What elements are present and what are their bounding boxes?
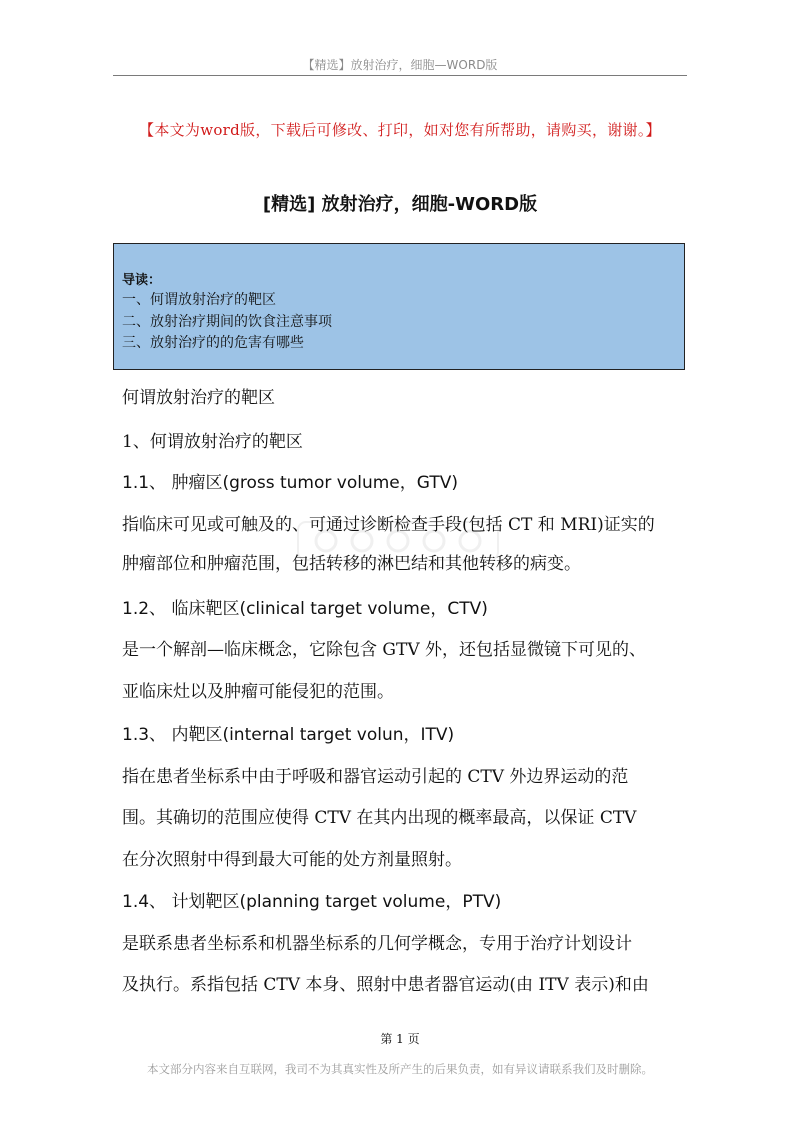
guide-box xyxy=(113,243,685,370)
heading-1-4: 1.4、 计划靶区(planning target volume，PTV) xyxy=(122,892,502,912)
paragraph-line: 亚临床灶以及肿瘤可能侵犯的范围。 xyxy=(122,682,394,702)
paragraph-line: 肿瘤部位和肿瘤范围，包括转移的淋巴结和其他转移的病变。 xyxy=(122,554,581,574)
paragraph-line: 在分次照射中得到最大可能的处方剂量照射。 xyxy=(122,850,462,870)
page-header: 【精选】放射治疗，细胞—WORD版 xyxy=(302,58,498,72)
header-divider xyxy=(113,75,687,76)
guide-item: 二、放射治疗期间的饮食注意事项 xyxy=(122,314,332,330)
purchase-notice: 【本文为word版，下载后可修改、打印，如对您有所帮助，请购买，谢谢。】 xyxy=(139,121,661,139)
heading-1-1: 1.1、 肿瘤区(gross tumor volume，GTV) xyxy=(122,473,458,493)
paragraph-line: 是联系患者坐标系和机器坐标系的几何学概念，专用于治疗计划设计 xyxy=(122,934,632,954)
paragraph-line: 及执行。系指包括 CTV 本身、照射中患者器官运动(由 ITV 表示)和由 xyxy=(122,975,649,995)
guide-item: 三、放射治疗的的危害有哪些 xyxy=(122,335,304,351)
heading-1-2: 1.2、 临床靶区(clinical target volume，CTV) xyxy=(122,599,488,619)
guide-item: 一、何谓放射治疗的靶区 xyxy=(122,292,276,308)
paragraph-line: 指临床可见或可触及的、可通过诊断检查手段(包括 CT 和 MRI)证实的 xyxy=(122,515,655,535)
page-number: 第 1 页 xyxy=(380,1032,420,1046)
paragraph-line: 指在患者坐标系中由于呼吸和器官运动引起的 CTV 外边界运动的范 xyxy=(122,767,629,787)
paragraph-line: 是一个解剖—临床概念，它除包含 GTV 外，还包括显微镜下可见的、 xyxy=(122,640,647,660)
section-heading: 何谓放射治疗的靶区 xyxy=(122,388,275,408)
paragraph-line: 围。其确切的范围应使得 CTV 在其内出现的概率最高，以保证 CTV xyxy=(122,808,637,828)
sub-heading: 1、何谓放射治疗的靶区 xyxy=(122,432,303,452)
document-title: [精选] 放射治疗，细胞-WORD版 xyxy=(262,194,538,215)
heading-1-3: 1.3、 内靶区(internal target volun，ITV) xyxy=(122,725,455,745)
footer-disclaimer: 本文部分内容来自互联网，我司不为其真实性及所产生的后果负责，如有异议请联系我们及时删除。 xyxy=(147,1062,653,1076)
guide-label: 导读： xyxy=(122,273,162,288)
